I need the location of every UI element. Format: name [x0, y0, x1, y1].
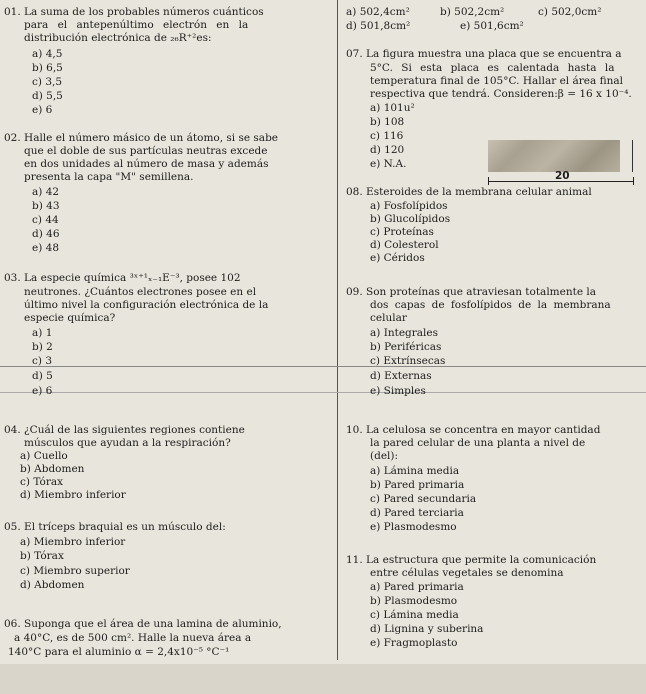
- q01-opt-e: e) 6: [32, 104, 53, 116]
- q11-opt-e: e) Fragmoplasto: [370, 637, 458, 649]
- q01-ans-e: e) 501,6cm²: [460, 20, 524, 32]
- q10-line1: 10. La celulosa se concentra en mayor cantidad: [346, 424, 601, 436]
- q02-line1: 02. Halle el número másico de un átomo, si se sabe: [4, 132, 279, 144]
- q11-line1: 11. La estructura que permite la comunicación: [346, 554, 597, 566]
- q02-opt-a: a) 42: [32, 186, 60, 198]
- dimension-tick-right: [633, 177, 634, 185]
- q06-line1: 06. Suponga que el área de una lamina de aluminio,: [4, 618, 282, 630]
- q08-opt-a: a) Fosfolípidos: [370, 200, 448, 212]
- q07-opt-d: d) 120: [370, 144, 405, 156]
- q01-ans-d: d) 501,8cm²: [346, 20, 411, 32]
- q03-opt-e: e) 6: [32, 385, 53, 397]
- q02-line3: en dos unidades al número de masa y además: [24, 158, 269, 170]
- q03-line2: neutrones. ¿Cuántos electrones posee en el: [24, 286, 257, 298]
- q08-opt-b: b) Glucolípidos: [370, 213, 451, 225]
- q07-line1: 07. La figura muestra una placa que se encuentra a: [346, 48, 622, 60]
- q06-line2: a 40°C, es de 500 cm². Halle la nueva área a: [14, 632, 252, 644]
- q07-opt-e: e) N.A.: [370, 158, 407, 170]
- fold-line: [0, 366, 646, 367]
- q10-line2: la pared celular de una planta a nivel de: [370, 437, 586, 449]
- plate-height-marker: [632, 140, 633, 172]
- q05-line1: 05. El tríceps braquial es un músculo del:: [4, 521, 226, 533]
- q04-line1: 04. ¿Cuál de las siguientes regiones contiene: [4, 424, 245, 436]
- plate-width-label: 20: [555, 170, 570, 182]
- q01-line2: para el antepenúltimo electrón en la: [24, 19, 249, 31]
- q10-line3: (del):: [370, 450, 399, 462]
- page-bottom-edge: [0, 664, 646, 694]
- q08-opt-c: c) Proteínas: [370, 226, 434, 238]
- q07-opt-a: a) 101u²: [370, 102, 415, 114]
- q02-line2: que el doble de sus partículas neutras excede: [24, 145, 268, 157]
- q08-line1: 08. Esteroides de la membrana celular animal: [346, 186, 592, 198]
- q05-opt-b: b) Tórax: [20, 550, 64, 562]
- q04-line2: músculos que ayudan a la respiración?: [24, 437, 231, 449]
- q11-line2: entre células vegetales se denomina: [370, 567, 564, 579]
- q07-opt-b: b) 108: [370, 116, 405, 128]
- q05-opt-a: a) Miembro inferior: [20, 536, 126, 548]
- q03-line1: 03. La especie química ³ˣ⁺¹ₓ₋₁E⁻³, posee 102: [4, 272, 241, 284]
- q09-opt-b: b) Periféricas: [370, 341, 442, 353]
- q09-line2: dos capas de fosfolípidos de la membrana: [370, 299, 611, 311]
- q01-opt-d: d) 5,5: [32, 90, 63, 102]
- q08-opt-d: d) Colesterol: [370, 239, 439, 251]
- q05-opt-c: c) Miembro superior: [20, 565, 130, 577]
- q09-line3: celular: [370, 312, 407, 324]
- metal-plate-figure: [488, 140, 620, 172]
- q03-opt-a: a) 1: [32, 327, 53, 339]
- q02-line4: presenta la capa "M" semillena.: [24, 171, 194, 183]
- q01-ans-b: b) 502,2cm²: [440, 6, 505, 18]
- column-divider: [337, 0, 338, 660]
- q02-opt-d: d) 46: [32, 228, 60, 240]
- q02-opt-b: b) 43: [32, 200, 60, 212]
- q04-opt-b: b) Abdomen: [20, 463, 85, 475]
- q07-opt-c: c) 116: [370, 130, 404, 142]
- q09-opt-c: c) Extrínsecas: [370, 355, 446, 367]
- q11-opt-a: a) Pared primaria: [370, 581, 464, 593]
- q07-line2: 5°C. Si esta placa es calentada hasta la: [370, 62, 615, 74]
- q09-line1: 09. Son proteínas que atraviesan totalmente la: [346, 286, 597, 298]
- q07-line4: respectiva que tendrá. Consideren:β = 16 x 10⁻⁴.: [370, 88, 632, 100]
- q09-opt-d: d) Externas: [370, 370, 432, 382]
- q01-line1: 01. La suma de los probables números cuánticos: [4, 6, 264, 18]
- q10-opt-c: c) Pared secundaria: [370, 493, 477, 505]
- q10-opt-d: d) Pared terciaria: [370, 507, 464, 519]
- q02-opt-e: e) 48: [32, 242, 60, 254]
- q03-opt-c: c) 3: [32, 355, 52, 367]
- dimension-tick-left: [488, 177, 489, 185]
- q01-line3: distribución electrónica de ₂₆R⁺²es:: [24, 32, 212, 44]
- q11-opt-c: c) Lámina media: [370, 609, 459, 621]
- q01-opt-b: b) 6,5: [32, 62, 63, 74]
- q10-opt-b: b) Pared primaria: [370, 479, 465, 491]
- q04-opt-c: c) Tórax: [20, 476, 64, 488]
- q08-opt-e: e) Céridos: [370, 252, 425, 264]
- q03-line4: especie química?: [24, 312, 116, 324]
- q07-line3: temperatura final de 105°C. Hallar el área final: [370, 75, 623, 87]
- q05-opt-d: d) Abdomen: [20, 579, 85, 591]
- q10-opt-a: a) Lámina media: [370, 465, 460, 477]
- q06-line3: 140°C para el aluminio α = 2,4x10⁻⁵ °C⁻¹: [8, 646, 230, 658]
- q01-ans-c: c) 502,0cm²: [538, 6, 602, 18]
- fold-line-lower: [0, 392, 646, 393]
- q02-opt-c: c) 44: [32, 214, 59, 226]
- q09-opt-e: e) Simples: [370, 385, 426, 397]
- q11-opt-d: d) Lignina y suberina: [370, 623, 484, 635]
- q10-opt-e: e) Plasmodesmo: [370, 521, 457, 533]
- q04-opt-a: a) Cuello: [20, 450, 68, 462]
- q03-line3: último nivel la configuración electrónica de la: [24, 299, 269, 311]
- q11-opt-b: b) Plasmodesmo: [370, 595, 458, 607]
- q01-opt-c: c) 3,5: [32, 76, 63, 88]
- q03-opt-b: b) 2: [32, 341, 53, 353]
- q09-opt-a: a) Integrales: [370, 327, 438, 339]
- q01-ans-a: a) 502,4cm²: [346, 6, 410, 18]
- q03-opt-d: d) 5: [32, 370, 53, 382]
- q01-opt-a: a) 4,5: [32, 48, 63, 60]
- q04-opt-d: d) Miembro inferior: [20, 489, 126, 501]
